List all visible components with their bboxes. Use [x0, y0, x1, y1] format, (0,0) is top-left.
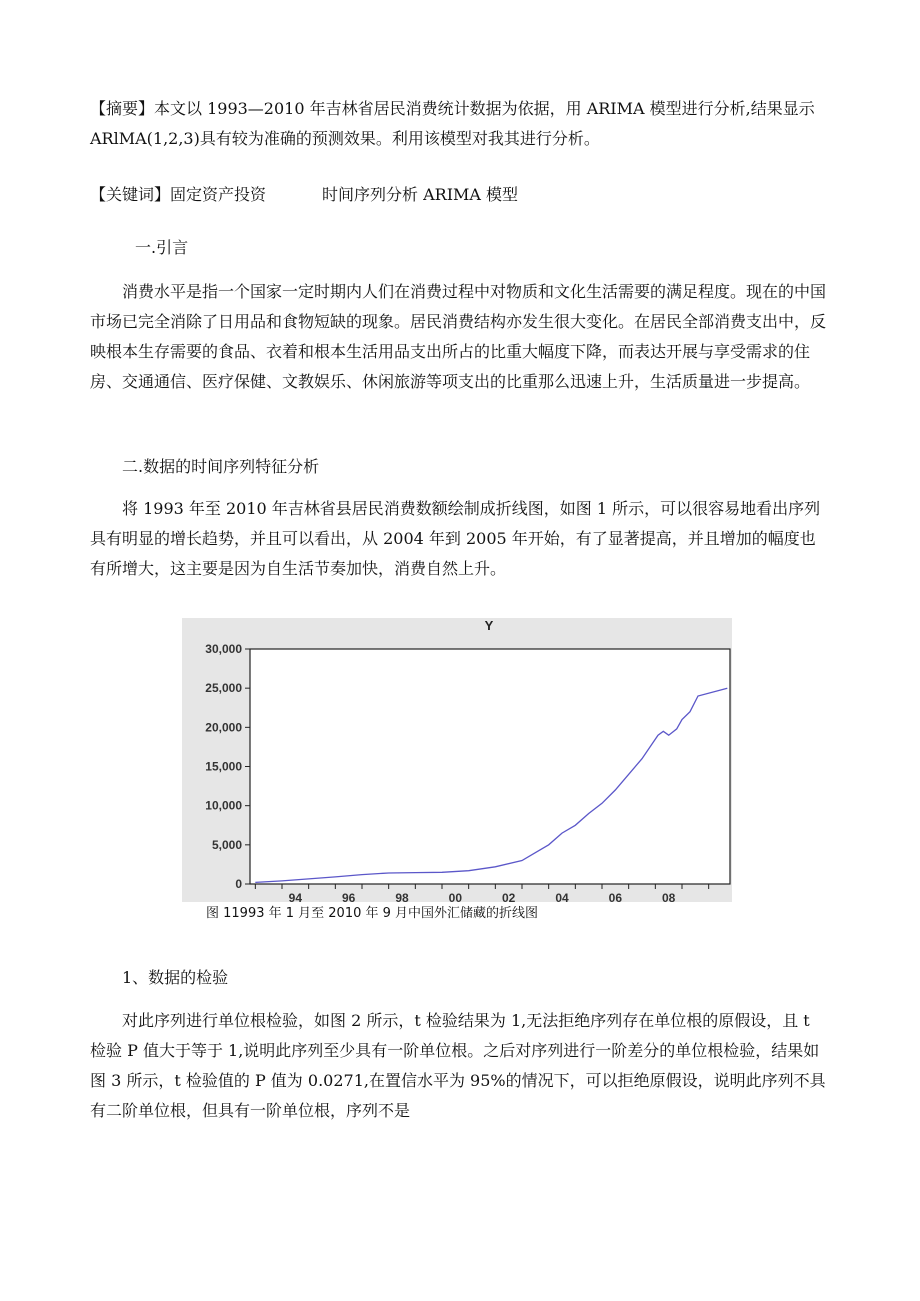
x-tick-label: 02	[501, 891, 516, 902]
keywords	[90, 180, 830, 210]
chart-title: Y	[484, 618, 494, 633]
y-tick-label: 15,000	[205, 759, 242, 774]
section-2-heading: 二.数据的时间序列特征分析	[122, 457, 320, 476]
y-tick-label: 25,000	[205, 681, 242, 696]
y-tick-label: 30,000	[205, 642, 242, 656]
section-1-heading: 一.引言	[135, 238, 189, 257]
abstract-line-2: ARlMA(1,2,3)具有较为准确的预测效果。利用该模型对我其进行分析。	[90, 129, 600, 148]
y-tick-label: 20,000	[205, 720, 242, 735]
section-3-paragraph: 对此序列进行单位根检验，如图 2 所示，t 检验结果为 1,无法拒绝序列存在单位根的原假设，且 t 检验 P 值大于等于 1,说明此序列至少具有一阶单位根。之后对序列进行一阶差分的单位根检验，结果如图 3 所示，t 检验值的 P 值为 0.0271,在置信水平为 95%的情况下，可以拒绝原假设，说明此序列不具有二阶单位根，但具有一阶单位根，序列不是	[90, 1011, 826, 1120]
y-tick-label: 10,000	[205, 798, 242, 813]
section-2-paragraph: 将 1993 年至 2010 年吉林省县居民消费数额绘制成折线图，如图 1 所示，可以很容易地看出序列具有明显的增长趋势，并且可以看出，从 2004 年到 2005 年开始，有了显著提高，并且增加的幅度也有所增大，这主要是因为自生活节奏加快，消费自然上升。	[90, 499, 821, 578]
figure-1-chart	[182, 618, 732, 902]
x-tick-label: 98	[395, 891, 409, 902]
y-tick-label: 5,000	[211, 837, 242, 852]
keywords-label: 【关键词】固定资产投资	[90, 185, 267, 204]
abstract	[90, 94, 830, 154]
x-tick-label: 94	[288, 891, 303, 902]
y-tick-label: 0	[235, 877, 242, 891]
plot-area	[250, 649, 730, 884]
x-tick-label: 04	[555, 891, 569, 902]
x-tick-label: 06	[608, 891, 623, 902]
section-3-heading: 1、数据的检验	[122, 968, 229, 987]
line-chart	[182, 618, 732, 902]
keywords-terms: 时间序列分析 ARIMA 模型	[322, 185, 519, 204]
figure-1-caption: 图 11993 年 1 月至 2010 年 9 月中国外汇储藏的折线图	[206, 906, 539, 921]
x-tick-label: 08	[661, 891, 676, 902]
x-tick-label: 96	[341, 891, 356, 902]
abstract-line-1: 【摘要】本文以 1993—2010 年吉林省居民消费统计数据为依据，用 ARIMA 模型进行分析,结果显示	[90, 99, 815, 118]
section-1-paragraph: 消费水平是指一个国家一定时期内人们在消费过程中对物质和文化生活需要的满足程度。现在的中国市场已完全消除了日用品和食物短缺的现象。居民消费结构亦发生很大变化。在居民全部消费支出中，反映根本生存需要的食品、衣着和根本生活用品支出所占的比重大幅度下降，而表达开展与享受需求的住房、交通通信、医疗保健、文教娱乐、休闲旅游等项支出的比重那么迅速上升，生活质量进一步提高。	[90, 282, 827, 391]
x-tick-label: 00	[448, 891, 463, 902]
